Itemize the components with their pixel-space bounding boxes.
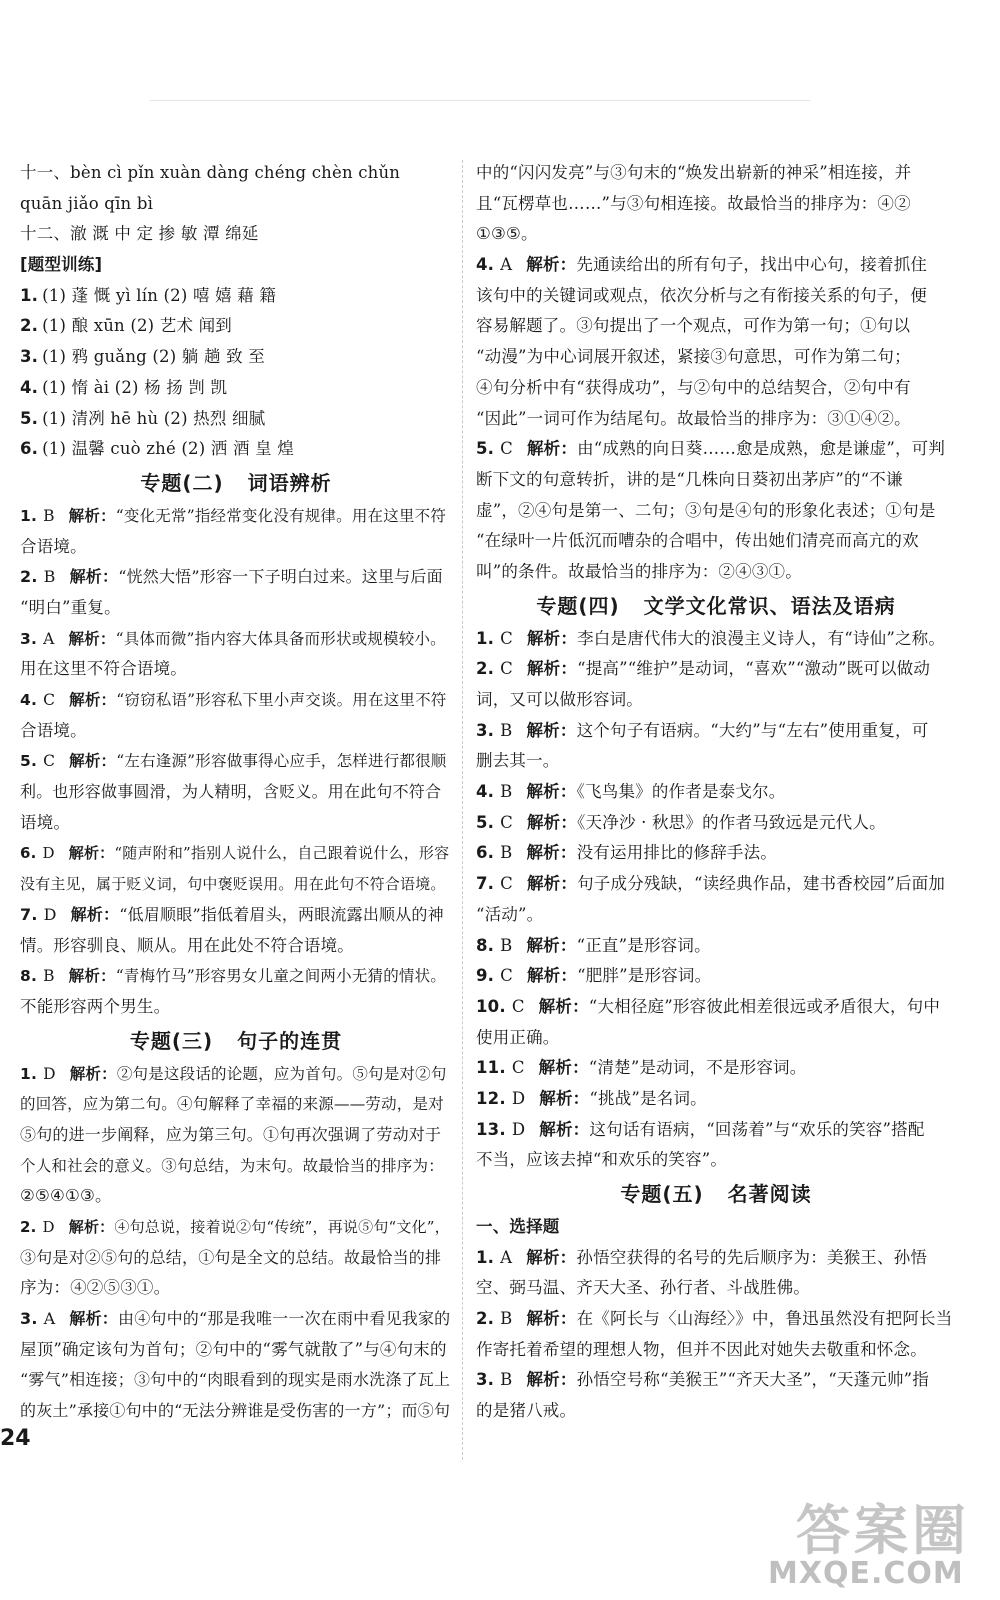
text-line: 空、弼马温、齐天大圣、孙行者、斗战胜佛。 [476,1278,810,1298]
answer-choice: B [500,1309,513,1329]
answer-choice: A [500,1247,513,1267]
answer-choice: D [511,1119,526,1139]
answer-item [20,685,452,716]
text-line: “动漫”为中心词展开叙述，紧接③句意思，可作为第二句； [476,347,911,367]
analysis-label: 解析： [526,720,577,740]
answer-choice: B [500,720,513,740]
analysis-label: 解析： [526,255,577,275]
item-number: 12. [476,1088,506,1108]
text-line: ④句分析中有“获得成功”，与②句中的总结契合，②句中有 [476,377,911,397]
watermark-logo [760,1486,990,1594]
section-heading-number: 专题(二) [140,470,224,495]
text-line: 不能形容两个男生。 [20,996,171,1016]
analysis-label: 解析： [526,1247,577,1267]
text-line: 的灰土”承接①句中的“无法分辨谁是受伤害的一方”；而⑤句 [20,1401,451,1421]
answer-choice: B [43,506,55,525]
item-number: 2. [476,1309,495,1329]
answer-item [20,961,452,992]
item-number: 2. [476,659,495,679]
section-heading-number: 专题(三) [129,1028,214,1053]
item-number: 7. [20,904,38,924]
item-text: 由“成熟的向日葵……愈是成熟，愈是谦虚”，可判 [577,439,946,459]
answer-item [20,562,452,593]
item-number: 5. [20,752,38,771]
text-line: 容易解题了。③句提出了一个观点，可作为第一句；①句以 [476,316,911,336]
answer-item [476,777,956,808]
item-text: (1) 酿 xūn (2) 艺术 闻到 [42,316,232,336]
exercise-item [20,311,452,342]
text-line: 词，又可以做形容词。 [476,690,643,709]
item-number: 5. [476,812,495,832]
exercise-item [20,373,452,404]
analysis-label: 解析： [526,843,577,863]
text-line: 屋顶”确定该句为首句；②句中的“雾气就散了”与④句末的 [20,1339,447,1359]
item-text: 句子成分残缺，“读经典作品，建书香校园”后面加 [577,874,946,894]
section-heading-number: 专题(五) [620,1182,704,1206]
text-line: 的是猪八戒。 [476,1401,577,1421]
answer-item [476,1115,956,1146]
item-number: 4. [476,782,495,802]
answer-item [476,716,956,747]
text-line: 叫”的条件。故最恰当的排序为：②④③①。 [476,561,802,581]
analysis-label: 解析： [526,439,578,459]
answer-item [476,1053,956,1084]
item-number: 8. [20,967,38,986]
text-line: “明白”重复。 [20,597,121,617]
column-divider [462,160,463,1460]
answer-choice: D [42,1218,55,1236]
watermark-bottom-text: MXQE.COM [768,1556,964,1591]
text-line: 没有主见，属于贬义词，句中褒贬误用。用在此句不符合语境。 [20,875,446,894]
answer-item [20,838,452,869]
analysis-label: 解析： [538,996,589,1016]
analysis-label: 解析： [68,967,116,986]
item-text: “随声附和”指别人说什么，自己跟着说什么，形容 [114,844,450,863]
section-heading [476,1176,956,1212]
item-number: 1. [20,285,39,305]
item-text: ④句总说，接着说②句“传统”，再说⑤句“文化”， [114,1218,450,1236]
exercise-item [20,404,452,435]
text-line: 十二、澈 溉 中 定 掺 敏 潭 绵延 [20,224,259,244]
section-heading-title: 名著阅读 [727,1182,812,1206]
answer-choice: C [511,996,525,1016]
analysis-label: 解析： [68,1218,115,1236]
item-number: 4. [476,255,495,275]
analysis-label: 解析： [526,1309,577,1329]
item-text: 孙悟空号称“美猴王”“齐天大圣”，“天蓬元帅”指 [576,1370,930,1390]
answer-choice: A [500,255,513,275]
text-line: 虚”，②④句是第一、二句；③句是④句的形象化表述；①句是 [476,500,936,520]
item-number: 7. [476,874,495,894]
answer-choice: C [500,659,513,679]
section-heading-title: 词语辨析 [247,470,332,495]
answer-choice: C [500,439,513,459]
answer-choice: C [43,691,56,709]
answer-item [476,250,956,281]
text-line: 不当，应该去掉“和欢乐的笑容”。 [476,1150,728,1170]
item-text: “窃窃私语”形容私下里小声交谈。用在这里不符 [116,691,447,709]
item-number: 3. [20,1309,38,1329]
answer-choice: D [511,1088,526,1108]
item-text: “低眉顺眼”指低着眉头，两眼流露出顺从的神 [119,904,444,924]
analysis-label: 解析： [69,567,119,587]
item-number: 8. [476,935,495,955]
answer-item [476,434,956,465]
item-number: 1. [476,1247,495,1267]
analysis-label: 解析： [69,691,117,709]
item-number: 2. [20,1218,37,1236]
item-number: 13. [476,1119,506,1139]
answer-item [476,1304,956,1335]
item-text: “青梅竹马”形容男女儿童之间两小无猜的情状。 [115,967,447,986]
answer-item [476,992,956,1023]
item-number: 1. [476,628,495,648]
analysis-label: 解析： [70,904,120,924]
section-heading-title: 文学文化常识、语法及语病 [643,593,896,618]
analysis-label: 解析： [526,782,577,802]
answer-item [476,808,956,839]
analysis-label: 解析： [538,1058,589,1078]
answer-item [476,869,956,900]
item-text: “清楚”是动词，不是形容词。 [588,1058,807,1078]
item-number: 3. [20,629,38,648]
subsection-label-text: 一、选择题 [476,1217,560,1236]
exercise-item [20,281,452,312]
text-line: 断下文的句意转折，讲的是“几株向日葵初出茅庐”的“不谦 [476,469,903,489]
analysis-label: 解析： [526,935,577,955]
item-text: “正直”是形容词。 [576,935,711,955]
watermark-top-text: 答案圈 [796,1499,970,1562]
left-column [20,158,452,1427]
section-heading [20,1023,452,1059]
right-column [476,158,956,1427]
answer-item [476,624,956,655]
item-text: 由④句中的“那是我唯一一次在雨中看见我家的 [118,1309,451,1329]
answer-choice: C [500,874,513,894]
answer-item [476,1243,956,1274]
item-text: 《天净沙 · 秋思》的作者马致远是元代人。 [577,812,886,832]
item-text: “挑战”是名词。 [589,1088,707,1108]
analysis-label: 解析： [526,874,578,894]
item-number: 2. [20,316,39,336]
text-line: 的回答，应为第二句。④句解释了幸福的来源——劳动，是对 [20,1095,444,1114]
item-text: “左右逢源”形容做事得心应手，怎样进行都很顺 [116,752,447,771]
text-line: 十一、bèn cì pǐn xuàn dàng chéng chèn chǔn [20,163,401,182]
text-line: ⑤句的进一步阐释，应为第三句。①句再次强调了劳动对于 [20,1124,442,1144]
item-text: “变化无常”指经常变化没有规律。用在这里不符 [115,506,447,525]
text-line: ③句是对②⑤句的总结，①句是全文的总结。故最恰当的排 [20,1247,442,1267]
item-text: “肥胖”是形容词。 [577,966,712,986]
answer-item [476,654,956,685]
item-number: 4. [20,377,39,397]
item-text: “提高”“维护”是动词，“喜欢”“激动”既可以做动 [577,659,931,679]
section-heading [20,465,452,501]
answer-choice: A [43,1309,56,1329]
section-heading-number: 专题(四) [536,593,620,618]
item-text: 这个句子有语病。“大约”与“左右”使用重复，可 [576,720,929,740]
answer-choice: B [500,1370,513,1390]
answer-item [20,1304,452,1335]
answer-item [476,1084,956,1115]
item-number: 2. [20,567,38,587]
text-line: 个人和社会的意义。③句总结，为末句。故最恰当的排序为： [20,1156,444,1175]
section-heading-title: 句子的连贯 [237,1028,343,1053]
answer-choice: D [43,904,57,924]
text-line: 情。形容驯良、顺从。用在此处不符合语境。 [20,935,354,955]
exercise-item [20,342,452,373]
analysis-label: 解析： [526,628,578,648]
analysis-label: 解析： [69,1309,118,1329]
analysis-label: 解析： [69,1064,117,1083]
item-text: 《飞鸟集》的作者是泰戈尔。 [576,782,786,802]
item-number: 10. [476,996,506,1016]
item-text: “大相径庭”形容彼此相差很远或矛盾很大，句中 [588,996,941,1016]
text-line: ②⑤④①③。 [20,1186,112,1206]
item-number: 3. [476,720,495,740]
text-line: 使用正确。 [476,1027,560,1047]
analysis-label: 解析： [68,506,116,525]
item-number: 5. [476,439,495,459]
text-line: 删去其一。 [476,751,560,771]
answer-choice: B [500,782,513,802]
analysis-label: 解析： [68,844,115,863]
analysis-label: 解析： [526,1370,577,1390]
text-line: 语境。 [20,812,71,832]
text-line: 合语境。 [20,536,87,556]
text-line: “活动”。 [476,904,544,924]
answer-item [20,900,452,931]
answer-choice: C [500,966,513,986]
answer-item [476,1365,956,1396]
item-text: “恍然大悟”形容一下子明白过来。这里与后面 [118,567,443,587]
analysis-label: 解析： [539,1119,590,1139]
text-line: 用在这里不符合语境。 [20,659,187,679]
subsection-label [20,250,452,281]
subsection-label [476,1212,956,1243]
answer-choice: C [500,628,513,648]
item-number: 3. [20,347,39,367]
item-text: 孙悟空获得的名号的先后顺序为：美猴王、孙悟 [576,1247,928,1267]
text-line: 合语境。 [20,720,87,740]
analysis-label: 解析： [68,629,116,648]
analysis-label: 解析： [526,659,578,679]
text-line: 该句中的关键词或观点，依次分析与之有衔接关系的句子，便 [476,285,927,305]
answer-choice: C [511,1058,525,1078]
item-text: 李白是唐代伟大的浪漫主义诗人，有“诗仙”之称。 [577,628,946,648]
answer-choice: B [43,967,55,986]
item-number: 11. [476,1058,506,1078]
analysis-label: 解析： [526,812,578,832]
item-number: 1. [20,506,38,525]
item-text: 这句话有语病，“回荡着”与“欢乐的笑容”搭配 [589,1119,925,1139]
answer-choice: B [43,567,56,587]
answer-choice: A [43,629,55,648]
page-number: 24 [0,1426,31,1451]
item-text: (1) 蓬 慨 yì lín (2) 嘻 嬉 藉 籍 [42,285,277,305]
item-number: 6. [476,843,495,863]
text-line: 序为：④②⑤③①。 [20,1278,171,1298]
text-line: 且“瓦楞草也……”与③句相连接。故最恰当的排序为：④② [476,193,911,213]
answer-item [20,501,452,532]
item-text: (1) 清冽 hē hù (2) 热烈 细腻 [42,408,266,428]
text-line: ①③⑤。 [476,224,538,244]
text-line: 利。也形容做事圆滑，为人精明，含贬义。用在此句不符合 [20,782,442,802]
item-number: 9. [476,966,495,986]
answer-choice: C [500,812,513,832]
answer-item [20,1212,452,1243]
answer-item [476,931,956,962]
section-heading [476,588,956,624]
text-line: “雾气”相连接；③句中的“肉眼看到的现实是雨水洗涤了瓦上 [20,1370,451,1390]
item-text: (1) 温馨 cuò zhé (2) 洒 酒 皇 煌 [42,439,294,459]
analysis-label: 解析： [69,752,117,771]
item-number: 6. [20,439,39,459]
answer-choice: B [500,843,513,863]
text-line: 作寄托着希望的理想人物，但并不因此对她失去敬重和怀念。 [476,1339,927,1359]
answer-choice: D [43,1064,56,1083]
text-line: “在绿叶一片低沉而嘈杂的合唱中，传出她们清亮而高亢的欢 [476,531,919,551]
item-text: 没有运用排比的修辞手法。 [576,843,777,863]
answer-choice: B [500,935,513,955]
answer-item [20,624,452,655]
answer-item [20,1059,452,1090]
item-text: (1) 惰 ài (2) 杨 扬 剀 凯 [42,377,228,397]
text-line: 中的“闪闪发亮”与③句末的“焕发出崭新的神采”相连接，并 [476,163,912,182]
item-number: 1. [20,1064,38,1083]
header-rule [150,100,810,101]
text-line: quān jiǎo qīn bì [20,193,154,213]
item-text: ②句是这段话的论题，应为首句。⑤句是对②句 [116,1064,447,1083]
answer-item [476,961,956,992]
answer-item [476,838,956,869]
item-text: 在《阿长与〈山海经〉》中，鲁迅虽然没有把阿长当 [576,1309,953,1329]
text-line: “因此”一词可作为结尾句。故最恰当的排序为：③①④②。 [476,408,911,428]
item-text: (1) 鸦 guǎng (2) 躺 趟 致 至 [42,347,265,367]
item-text: “具体而微”指内容大体具备而形状或规模较小。 [115,629,446,648]
analysis-label: 解析： [526,966,578,986]
subsection-label-text: [题型训练] [20,255,103,275]
answer-choice: C [43,752,56,771]
analysis-label: 解析： [539,1088,590,1108]
item-number: 4. [20,691,38,709]
item-text: 先通读给出的所有句子，找出中心句，接着抓住 [576,255,928,275]
answer-choice: D [42,844,55,863]
exercise-item [20,434,452,465]
answer-item [20,746,452,777]
item-number: 5. [20,408,39,428]
item-number: 6. [20,844,37,863]
item-number: 3. [476,1370,495,1390]
